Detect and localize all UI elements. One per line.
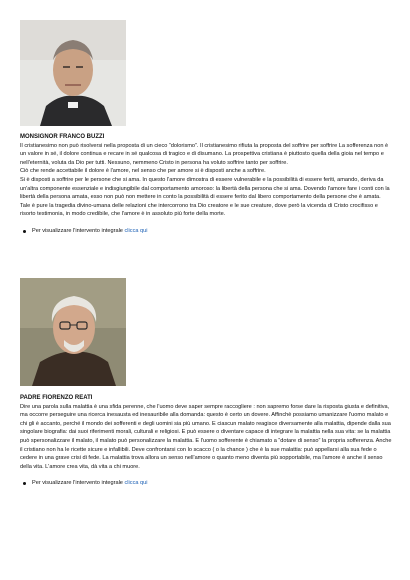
read-more-link[interactable]: clicca qui <box>124 227 148 234</box>
person-name: PADRE FIORENZO REATI <box>20 395 93 401</box>
body-paragraph: Si è disposti a soffrire per le persone che si ama. In questo l'amore dimostra di essere vulnerabile e la possibilità di essere feriti, amando, deriva da un'altra componente essenziale e indisgiungibile dal comportamento amoroso: la libertà della persona che si ama. Dovendo l'amore fare i conti con la libertà della persona amata, esso non può non mettere in conto la possibilità di essere ferito dal libero comportamento della persone che è amata. <box>20 176 390 201</box>
profile-section-buzzi <box>20 20 392 236</box>
body-paragraph: Ciò che rende accettabile il dolore è l'amore, nel senso che per amore si è disposti anche a soffrire. <box>20 168 266 175</box>
portrait-photo <box>20 278 126 386</box>
portrait-image <box>20 20 126 126</box>
body-paragraph: Tale è pure la tragedia divino-umana delle relazioni che intercorrono tra Dio creatore e le sue creature, dove però la vicenda di Cristo crocifisso e risorto testimonia, in modo credibile, che l'amore è in assoluto più forte della morte. <box>20 202 378 218</box>
read-more-link[interactable]: clicca qui <box>124 480 148 487</box>
body-paragraph: Il cristianesimo non può risolversi nella proposta di un cieco “dolorismo”. Il cristianesimo rifiuta la proposta del soffrire per soffrire La sofferenza non è un valore in sé, il dolore continua e recare in sé qualcosa di tragico e di disumano. La prospettiva cristiana è piuttosto quella della gioia nel tempo e nell'eternità, voluta da Dio per tutti. Nessuno, nemmeno Cristo in persona ha voluto soffrire tanto per soffrire. <box>20 142 389 166</box>
bullet-text: Per visualizzare l'intervento integrale <box>32 227 123 234</box>
profile-section-reati <box>20 278 392 488</box>
body-paragraph: Dire una parola sulla malattia è una sfida perenne, che l'uomo deve saper sempre raccogliere : non sapremo forse dare la risposta giusta e definitiva, ma occorre perseguire una ricerca inesausta ed inesauribile alla domanda: questo è certo un dovere. Affinchè possiamo umanizzare l'uomo malato e chi gli è accanto, perché il mondo dei sofferenti e degli uomini sia più umano. E ciascun malato reagisce diversamente alla malattia, dipende dalla sua singolare biografia: dai suoi riferimenti morali, culturali e religiosi. E può essere o diventare capace di integrare la malattia nella sua vita: se la malattia può spersonalizzare il malato, il malato può personalizzare la malattia. E l'uomo sofferente è chiamato a “dotare di senso” la propria sofferenza. Anche il cristiano non ha le ricette sicure e infallibili. Deve confrontarsi con lo scacco ( o la chance ) che è la sue malattia: può appellarsi alla sua fede o cedere in una grave crisi di fede. La malattia trova allora un senso nell'amore o quanto meno diventa più sopportabile, ma l'amore è anche il senso della vita. L'amore crea vita, dà vita a chi muore. <box>20 403 392 470</box>
portrait-image <box>20 278 126 386</box>
full-text-bullet <box>20 479 392 488</box>
full-text-bullet <box>20 227 392 236</box>
bullet-text: Per visualizzare l'intervento integrale <box>32 480 123 487</box>
portrait-photo <box>20 20 126 126</box>
person-name: MONSIGNOR FRANCO BUZZI <box>20 134 105 140</box>
